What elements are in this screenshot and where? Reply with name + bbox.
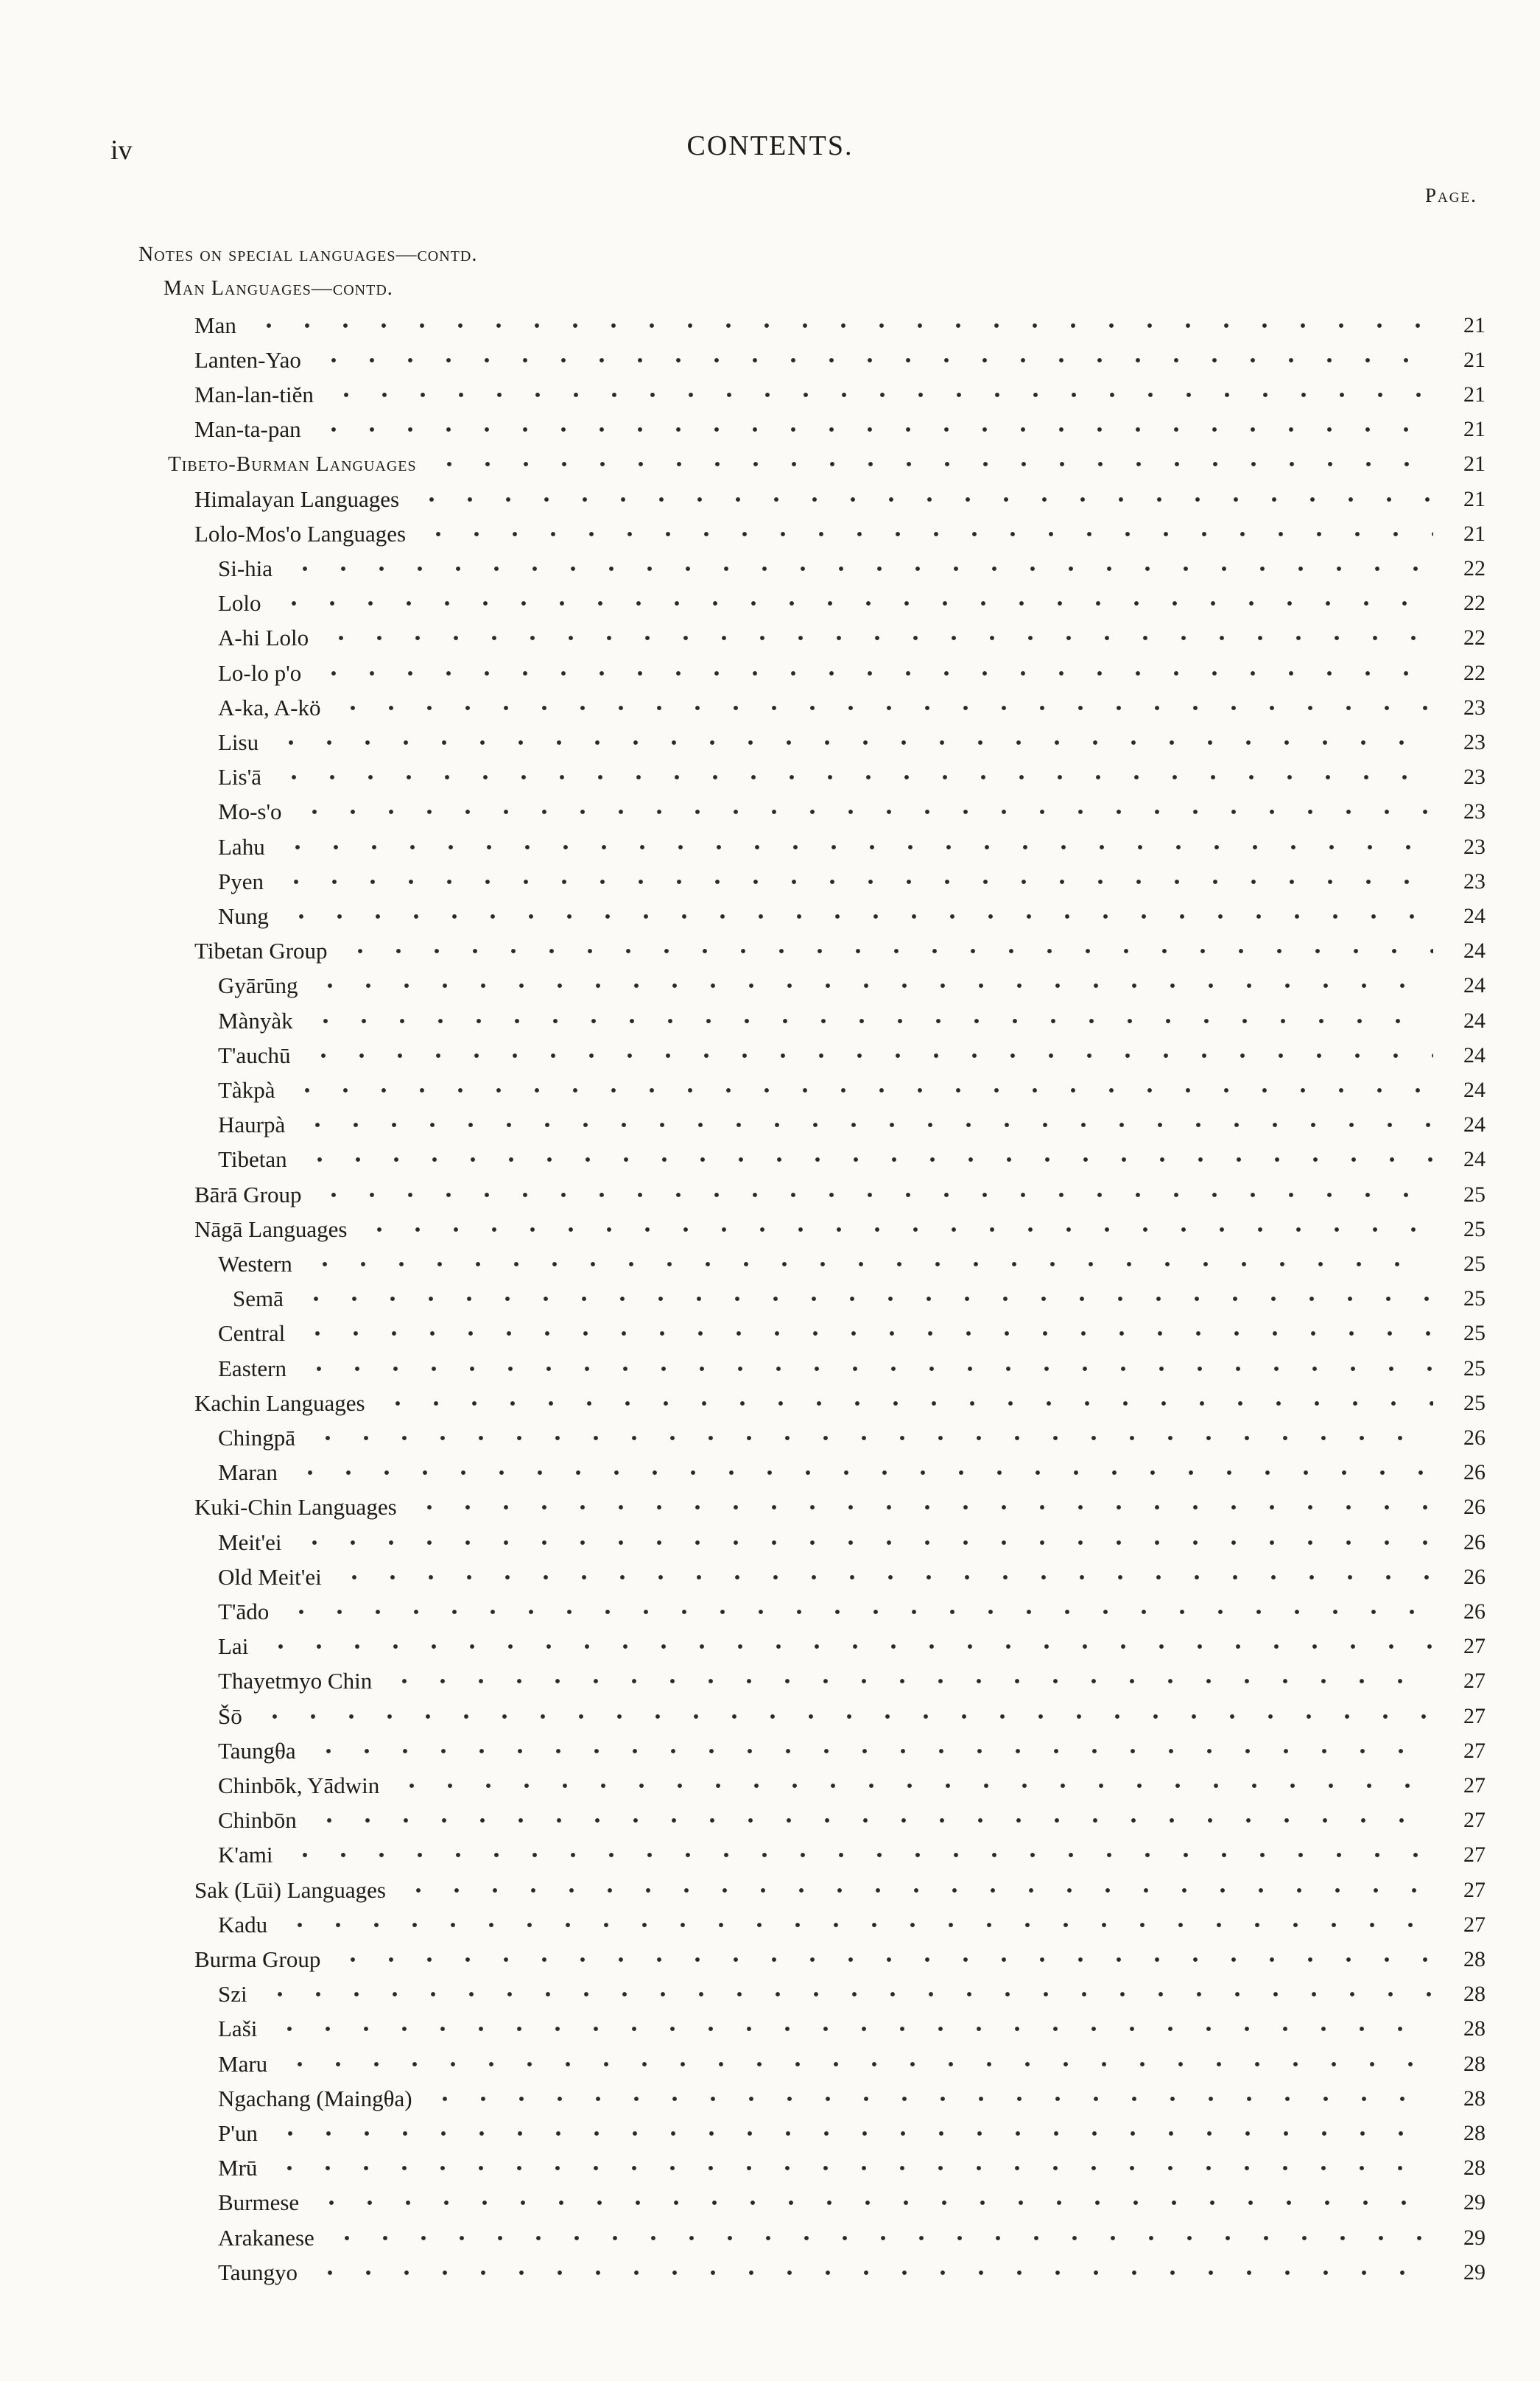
section-heading-notes: Notes on special languages—contd. [138, 243, 478, 266]
dot-leader [306, 1017, 1433, 1025]
entry-label: Laši [218, 2016, 258, 2042]
contents-entry [218, 2151, 1495, 2186]
contents-entry [194, 377, 1495, 412]
entry-label: Tàkpà [218, 1076, 275, 1103]
entry-label: Lahu [218, 833, 265, 860]
entry-page: 22 [1463, 591, 1485, 616]
contents-entry [218, 2255, 1495, 2290]
entry-label: Himalayan Languages [194, 485, 400, 512]
contents-entry [218, 1594, 1495, 1629]
entry-page: 27 [1463, 1842, 1485, 1868]
contents-entry [218, 1977, 1495, 2012]
entry-page: 27 [1463, 1912, 1485, 1937]
contents-entry [218, 621, 1495, 656]
contents-entry [194, 516, 1495, 551]
contents-entry [218, 1768, 1495, 1803]
entry-page: 25 [1463, 1390, 1485, 1415]
entry-label: Tibeto-Burman Languages [168, 452, 417, 476]
dot-leader [341, 947, 1433, 955]
dot-leader [295, 1539, 1433, 1546]
entry-page: 23 [1463, 799, 1485, 824]
dot-leader [298, 1121, 1433, 1129]
dot-leader [311, 2269, 1433, 2276]
dot-leader [328, 2234, 1433, 2242]
entry-label: Arakanese [218, 2224, 314, 2251]
entry-page: 28 [1463, 2086, 1485, 2111]
dot-leader [286, 1851, 1433, 1859]
entry-label: Maru [218, 2050, 268, 2077]
entry-page: 27 [1463, 1738, 1485, 1763]
dot-leader [410, 1504, 1433, 1511]
dot-leader [271, 2130, 1433, 2137]
dot-leader [306, 1260, 1433, 1268]
entry-label: P'un [218, 2119, 258, 2146]
contents-entry [194, 1386, 1495, 1420]
dot-leader [310, 1817, 1433, 1824]
entry-label: K'ami [218, 1842, 273, 1868]
entry-page: 24 [1463, 1077, 1485, 1102]
dot-leader [281, 1921, 1433, 1929]
entry-page: 24 [1463, 1112, 1485, 1137]
entry-label: Central [218, 1320, 286, 1347]
entry-label: Burmese [218, 2189, 300, 2216]
entry-page: 29 [1463, 2225, 1485, 2250]
entry-label: Gyārūng [218, 972, 298, 999]
page-title: CONTENTS. [686, 130, 854, 161]
contents-entry [194, 482, 1495, 516]
entry-page: 22 [1463, 555, 1485, 581]
entry-page: 21 [1463, 521, 1485, 546]
dot-leader [300, 1365, 1433, 1372]
contents-entry [218, 1699, 1495, 1733]
entry-label: Bārā Group [194, 1181, 302, 1207]
entry-page: 27 [1463, 1634, 1485, 1659]
contents-entry [194, 1177, 1495, 1212]
dot-leader [314, 426, 1433, 433]
contents-entry [218, 1420, 1495, 1455]
dot-leader [334, 704, 1433, 712]
entry-page: 24 [1463, 1008, 1485, 1033]
entry-page: 24 [1463, 903, 1485, 928]
entry-page: 26 [1463, 1564, 1485, 1589]
entry-page: 22 [1463, 625, 1485, 651]
dot-leader [335, 1574, 1433, 1581]
entry-page: 24 [1463, 939, 1485, 964]
entry-page: 24 [1463, 1147, 1485, 1172]
contents-entry [218, 1803, 1495, 1838]
entry-label: A-ka, A-kö [218, 694, 321, 720]
dot-leader [286, 565, 1433, 572]
entry-label: Maran [218, 1459, 278, 1486]
contents-entry [218, 2012, 1495, 2047]
dot-leader [295, 808, 1433, 816]
entry-label: Sak (Lūi) Languages [194, 1876, 386, 1903]
entry-label: Semā [233, 1286, 284, 1312]
dot-leader [334, 1956, 1433, 1963]
dot-leader [270, 2025, 1433, 2033]
dot-leader [281, 2061, 1433, 2068]
entry-label: Mo-s'o [218, 799, 282, 825]
entry-label: Si-hia [218, 555, 273, 581]
entry-label: Lo-lo p'o [218, 659, 302, 686]
contents-entry [218, 1838, 1495, 1873]
entry-label: Tibetan [218, 1146, 287, 1173]
entry-page: 25 [1463, 1286, 1485, 1311]
contents-entry [218, 1630, 1495, 1664]
contents-entry [218, 864, 1495, 899]
entry-page: 29 [1463, 2190, 1485, 2215]
entry-label: Thayetmyo Chin [218, 1668, 373, 1694]
contents-entry [218, 551, 1495, 586]
entry-label: Eastern [218, 1355, 286, 1381]
contents-entry [218, 656, 1495, 690]
dot-leader [297, 1295, 1433, 1302]
entry-label: Old Meit'ei [218, 1563, 322, 1590]
contents-entry [218, 1560, 1495, 1594]
entry-page: 21 [1463, 382, 1485, 407]
entry-label: Mrū [218, 2155, 258, 2181]
dot-leader [261, 1991, 1433, 1998]
contents-entry [218, 1003, 1495, 1038]
entry-label: Lolo-Mos'o Languages [194, 520, 407, 547]
contents-entry [218, 830, 1495, 864]
entry-page: 25 [1463, 1321, 1485, 1346]
contents-entry [218, 1907, 1495, 1942]
contents-entry [218, 2047, 1495, 2081]
entry-label: Taungθa [218, 1737, 296, 1764]
entry-page: 23 [1463, 869, 1485, 894]
entry-page: 28 [1463, 2016, 1485, 2041]
dot-leader [304, 1052, 1433, 1059]
entry-label: Burma Group [194, 1946, 321, 1972]
dot-leader [261, 1643, 1433, 1650]
dot-leader [314, 357, 1433, 364]
entry-label: Ngachang (Maingθa) [218, 2085, 412, 2111]
dot-leader [314, 670, 1433, 677]
dot-leader [322, 634, 1433, 642]
entry-page: 23 [1463, 834, 1485, 859]
entry-page: 28 [1463, 2156, 1485, 2181]
dot-leader [314, 1191, 1433, 1199]
entry-label: Lanten-Yao [194, 346, 301, 373]
entry-label: Chinbōn [218, 1807, 297, 1834]
dot-leader [399, 1887, 1433, 1894]
dot-leader [291, 1469, 1433, 1476]
entry-label: Szi [218, 1981, 247, 2007]
entry-label: Haurpà [218, 1112, 286, 1138]
contents-entry [218, 899, 1495, 933]
entry-label: Lai [218, 1633, 249, 1660]
entry-page: 25 [1463, 1356, 1485, 1381]
dot-leader [419, 530, 1433, 538]
dot-leader [275, 774, 1433, 781]
entry-page: 26 [1463, 1460, 1485, 1485]
entry-page: 26 [1463, 1495, 1485, 1520]
entry-page: 29 [1463, 2259, 1485, 2284]
page-number: iv [110, 135, 133, 166]
entry-page: 22 [1463, 660, 1485, 685]
entry-label: Taungyo [218, 2259, 298, 2285]
dot-leader [298, 1330, 1433, 1337]
entry-page: 23 [1463, 765, 1485, 790]
entry-page: 25 [1463, 1182, 1485, 1207]
contents-entry [218, 1456, 1495, 1490]
dot-leader [272, 739, 1433, 746]
contents-entry [194, 1490, 1495, 1525]
entry-label: Mànyàk [218, 1007, 293, 1034]
entry-label: Man [194, 312, 236, 338]
dot-leader [379, 1400, 1433, 1407]
contents-entry [218, 2116, 1495, 2150]
dot-leader [282, 1608, 1433, 1616]
contents-entry [218, 586, 1495, 621]
contents-entry [218, 1664, 1495, 1699]
contents-entry [218, 1073, 1495, 1107]
contents-entry [168, 447, 1495, 482]
contents-entry [194, 1942, 1495, 1977]
contents-entry [218, 795, 1495, 830]
entry-page: 28 [1463, 1946, 1485, 1971]
entry-page: 27 [1463, 1877, 1485, 1902]
entry-page: 27 [1463, 1808, 1485, 1833]
contents-entry [218, 969, 1495, 1003]
entry-page: 28 [1463, 1982, 1485, 2007]
dot-leader [412, 496, 1433, 503]
dot-leader [360, 1226, 1433, 1233]
entry-page: 23 [1463, 695, 1485, 720]
entry-page: 25 [1463, 1251, 1485, 1276]
contents-entry [218, 2220, 1495, 2255]
entry-page: 28 [1463, 2051, 1485, 2076]
entry-page: 28 [1463, 2120, 1485, 2145]
dot-leader [311, 982, 1433, 989]
entry-label: Kachin Languages [194, 1389, 365, 1416]
dot-leader [327, 391, 1433, 399]
entry-page: 27 [1463, 1772, 1485, 1798]
entry-label: Lisu [218, 729, 259, 755]
entry-page: 25 [1463, 1216, 1485, 1241]
contents-entry [218, 2081, 1495, 2116]
contents-entry [218, 1351, 1495, 1386]
entry-label: Kuki-Chin Languages [194, 1494, 397, 1521]
entry-page: 26 [1463, 1425, 1485, 1450]
contents-entry [194, 413, 1495, 447]
entry-page: 21 [1463, 347, 1485, 372]
contents-entry [233, 1282, 1495, 1316]
entry-label: T'ādo [218, 1598, 270, 1624]
contents-entry [218, 690, 1495, 725]
contents-entry [218, 2186, 1495, 2220]
entry-label: Man-ta-pan [194, 416, 301, 443]
dot-leader [270, 2164, 1433, 2172]
contents-entry [194, 343, 1495, 377]
contents-entry [218, 1108, 1495, 1143]
dot-leader [288, 1087, 1433, 1094]
entry-label: Chingpā [218, 1424, 296, 1451]
entry-label: A-hi Lolo [218, 625, 309, 651]
dot-leader [309, 1747, 1433, 1755]
contents-entry [218, 1316, 1495, 1351]
entry-label: Kadu [218, 1911, 268, 1938]
entry-label: Šō [218, 1703, 242, 1729]
contents-entry [218, 1038, 1495, 1073]
contents-entry [218, 760, 1495, 795]
dot-leader [256, 1713, 1433, 1720]
dot-leader [393, 1782, 1433, 1789]
entry-label: Pyen [218, 868, 264, 894]
dot-leader [250, 322, 1433, 329]
entry-label: Western [218, 1250, 292, 1277]
contents-entry [194, 1212, 1495, 1246]
contents-entry [218, 725, 1495, 760]
entry-page: 21 [1463, 417, 1485, 442]
dot-leader [277, 878, 1433, 886]
entry-label: Lis'ā [218, 764, 261, 790]
entry-page: 26 [1463, 1529, 1485, 1554]
dot-leader [312, 2199, 1433, 2206]
entry-page: 23 [1463, 729, 1485, 754]
entry-page: 26 [1463, 1599, 1485, 1624]
dot-leader [385, 1677, 1433, 1685]
dot-leader [426, 2095, 1433, 2103]
contents-entry [218, 1525, 1495, 1560]
contents-entry [218, 1733, 1495, 1768]
entry-label: Tibetan Group [194, 938, 328, 964]
dot-leader [282, 913, 1433, 920]
dot-leader [309, 1434, 1433, 1442]
contents-entry [194, 934, 1495, 969]
entry-page: 24 [1463, 973, 1485, 998]
contents-entry [218, 1246, 1495, 1281]
entry-page: 21 [1463, 312, 1485, 337]
entry-label: Meit'ei [218, 1529, 282, 1555]
contents-entry [194, 1873, 1495, 1907]
dot-leader [430, 460, 1433, 468]
entry-page: 21 [1463, 486, 1485, 511]
dot-leader [278, 844, 1433, 851]
contents-entry [218, 1143, 1495, 1177]
entry-label: T'auchū [218, 1042, 291, 1068]
entry-page: 27 [1463, 1703, 1485, 1728]
entry-label: Nāgā Languages [194, 1216, 348, 1242]
entry-label: Nung [218, 902, 269, 929]
section-heading-man-languages: Man Languages—contd. [164, 277, 393, 300]
entry-label: Lolo [218, 590, 261, 617]
contents-entry [194, 308, 1495, 343]
entry-label: Man-lan-tiĕn [194, 381, 314, 407]
entry-page: 27 [1463, 1669, 1485, 1694]
dot-leader [300, 1156, 1433, 1163]
page-column-label: Page. [1425, 184, 1477, 206]
entry-page: 21 [1463, 452, 1485, 477]
entry-page: 24 [1463, 1042, 1485, 1067]
entry-label: Chinbōk, Yādwin [218, 1772, 380, 1798]
dot-leader [275, 600, 1433, 607]
